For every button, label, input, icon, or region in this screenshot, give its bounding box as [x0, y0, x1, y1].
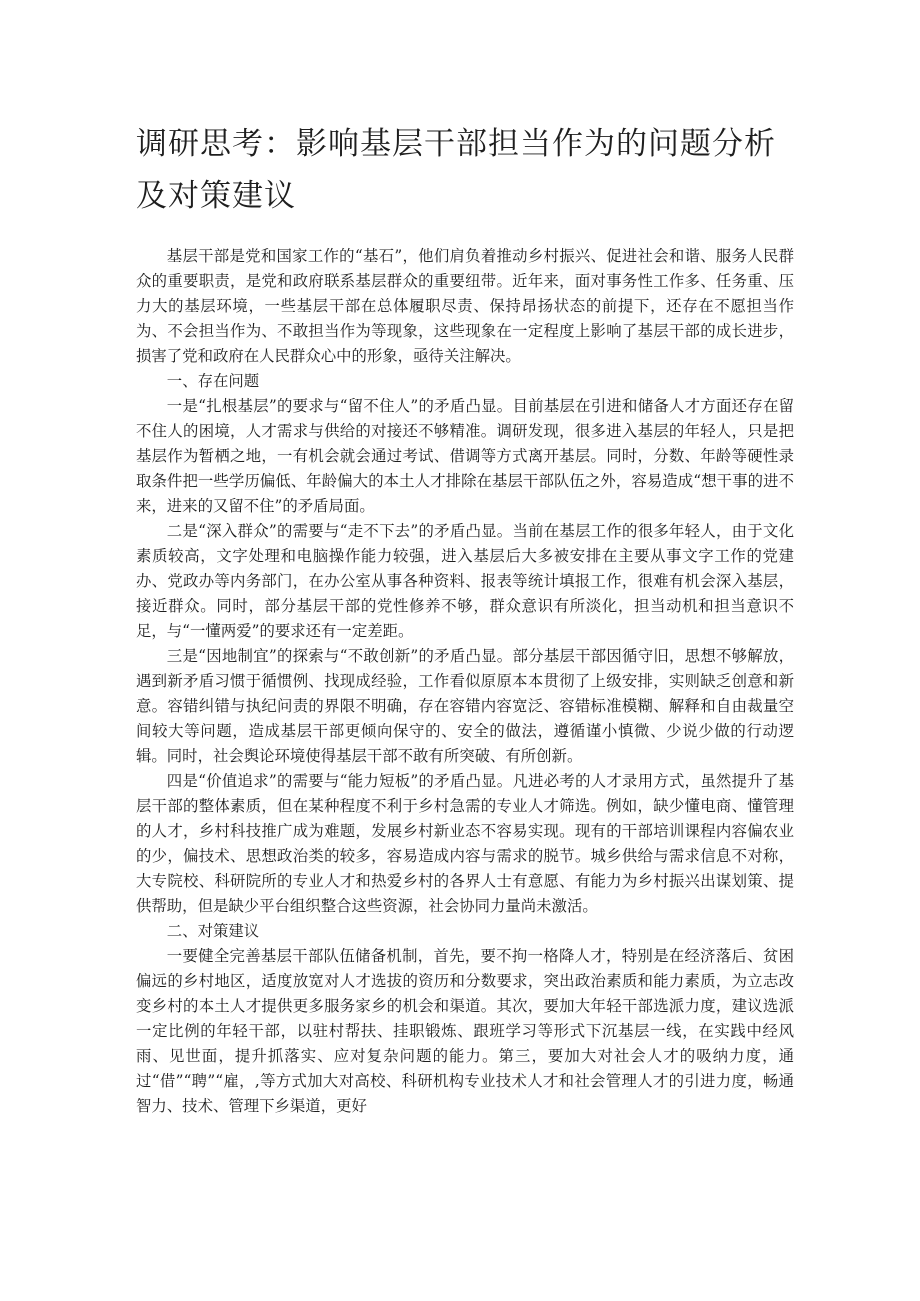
intro-paragraph: 基层干部是党和国家工作的“基石”，他们肩负着推动乡村振兴、促进社会和谐、服务人民群众的重要职责，是党和政府联系基层群众的重要纽带。近年来，面对事务性工作多、任务重、压力大的基层环境，一些基层干部在总体履职尽责、保持昂扬状态的前提下，还存在不愿担当作为、不会担当作为、不敢担当作为等现象，这些现象在一定程度上影响了基层干部的成长进步，损害了党和政府在人民群众心中的形象，亟待关注解决。: [136, 247, 794, 365]
section-heading-problems: 一、存在问题: [166, 372, 260, 390]
document-title: 调研思考：影响基层干部担当作为的问题分析及对策建议: [136, 126, 776, 214]
section-heading-suggestions: 二、对策建议: [166, 922, 260, 940]
problem-paragraph-4: 四是“价值追求”的需要与“能力短板”的矛盾凸显。凡进必考的人才录用方式，虽然提升了基层干部的整体素质，但在某种程度不利于乡村急需的专业人才筛选。例如，缺少懂电商、懂管理的人才，乡村科技推广成为难题，发展乡村新业态不容易实现。现有的干部培训课程内容偏农业的少，偏技术、思想政治类的较多，容易造成内容与需求的脱节。城乡供给与需求信息不对称，大专院校、科研院所的专业人才和热爱乡村的各界人士有意愿、有能力为乡村振兴出谋划策、提供帮助，但是缺少平台组织整合这些资源，社会协同力量尚未激活。: [136, 772, 794, 915]
problem-paragraph-3: 三是“因地制宜”的探索与“不敢创新”的矛盾凸显。部分基层干部因循守旧，思想不够解放，遇到新矛盾习惯于循惯例、找现成经验，工作看似原原本本贯彻了上级安排，实则缺乏创意和新意。容错纠错与执纪问责的界限不明确，存在容错内容宽泛、容错标准模糊、解释和自由裁量空间较大等问题，造成基层干部更倾向保守的、安全的做法，遵循谨小慎微、少说少做的行动逻辑。同时，社会舆论环境使得基层干部不敢有所突破、有所创新。: [136, 647, 794, 765]
problem-paragraph-1: 一是“扎根基层”的要求与“留不住人”的矛盾凸显。目前基层在引进和储备人才方面还存在留不住人的困境，人才需求与供给的对接还不够精准。调研发现，很多进入基层的年轻人，只是把基层作为暂栖之地，一有机会就会通过考试、借调等方式离开基层。同时，分数、年龄等硬性录取条件把一些学历偏低、年龄偏大的本土人才排除在基层干部队伍之外，容易造成“想干事的进不来，进来的又留不住”的矛盾局面。: [136, 397, 794, 515]
problem-paragraph-2: 二是“深入群众”的需要与“走不下去”的矛盾凸显。当前在基层工作的很多年轻人，由于文化素质较高，文字处理和电脑操作能力较强，进入基层后大多被安排在主要从事文字工作的党建办、党政办等内务部门，在办公室从事各种资料、报表等统计填报工作，很难有机会深入基层，接近群众。同时，部分基层干部的党性修养不够，群众意识有所淡化，担当动机和担当意识不足，与“一懂两爱”的要求还有一定差距。: [136, 522, 794, 640]
suggestion-paragraph-1: 一要健全完善基层干部队伍储备机制，首先，要不拘一格降人才，特别是在经济落后、贫困偏远的乡村地区，适度放宽对人才选拔的资历和分数要求，突出政治素质和能力素质，为立志改变乡村的本土人才提供更多服务家乡的机会和渠道。其次，要加大年轻干部选派力度，建议选派一定比例的年轻干部，以驻村帮扶、挂职锻炼、跟班学习等形式下沉基层一线，在实践中经风雨、见世面，提升抓落实、应对复杂问题的能力。第三，要加大对社会人才的吸纳力度，通过“借”“聘”“雇，,等方式加大对高校、科研机构专业技术人才和社会管理人才的引进力度，畅通智力、技术、管理下乡渠道，更好: [136, 947, 794, 1115]
document-page: [136, 118, 794, 1119]
